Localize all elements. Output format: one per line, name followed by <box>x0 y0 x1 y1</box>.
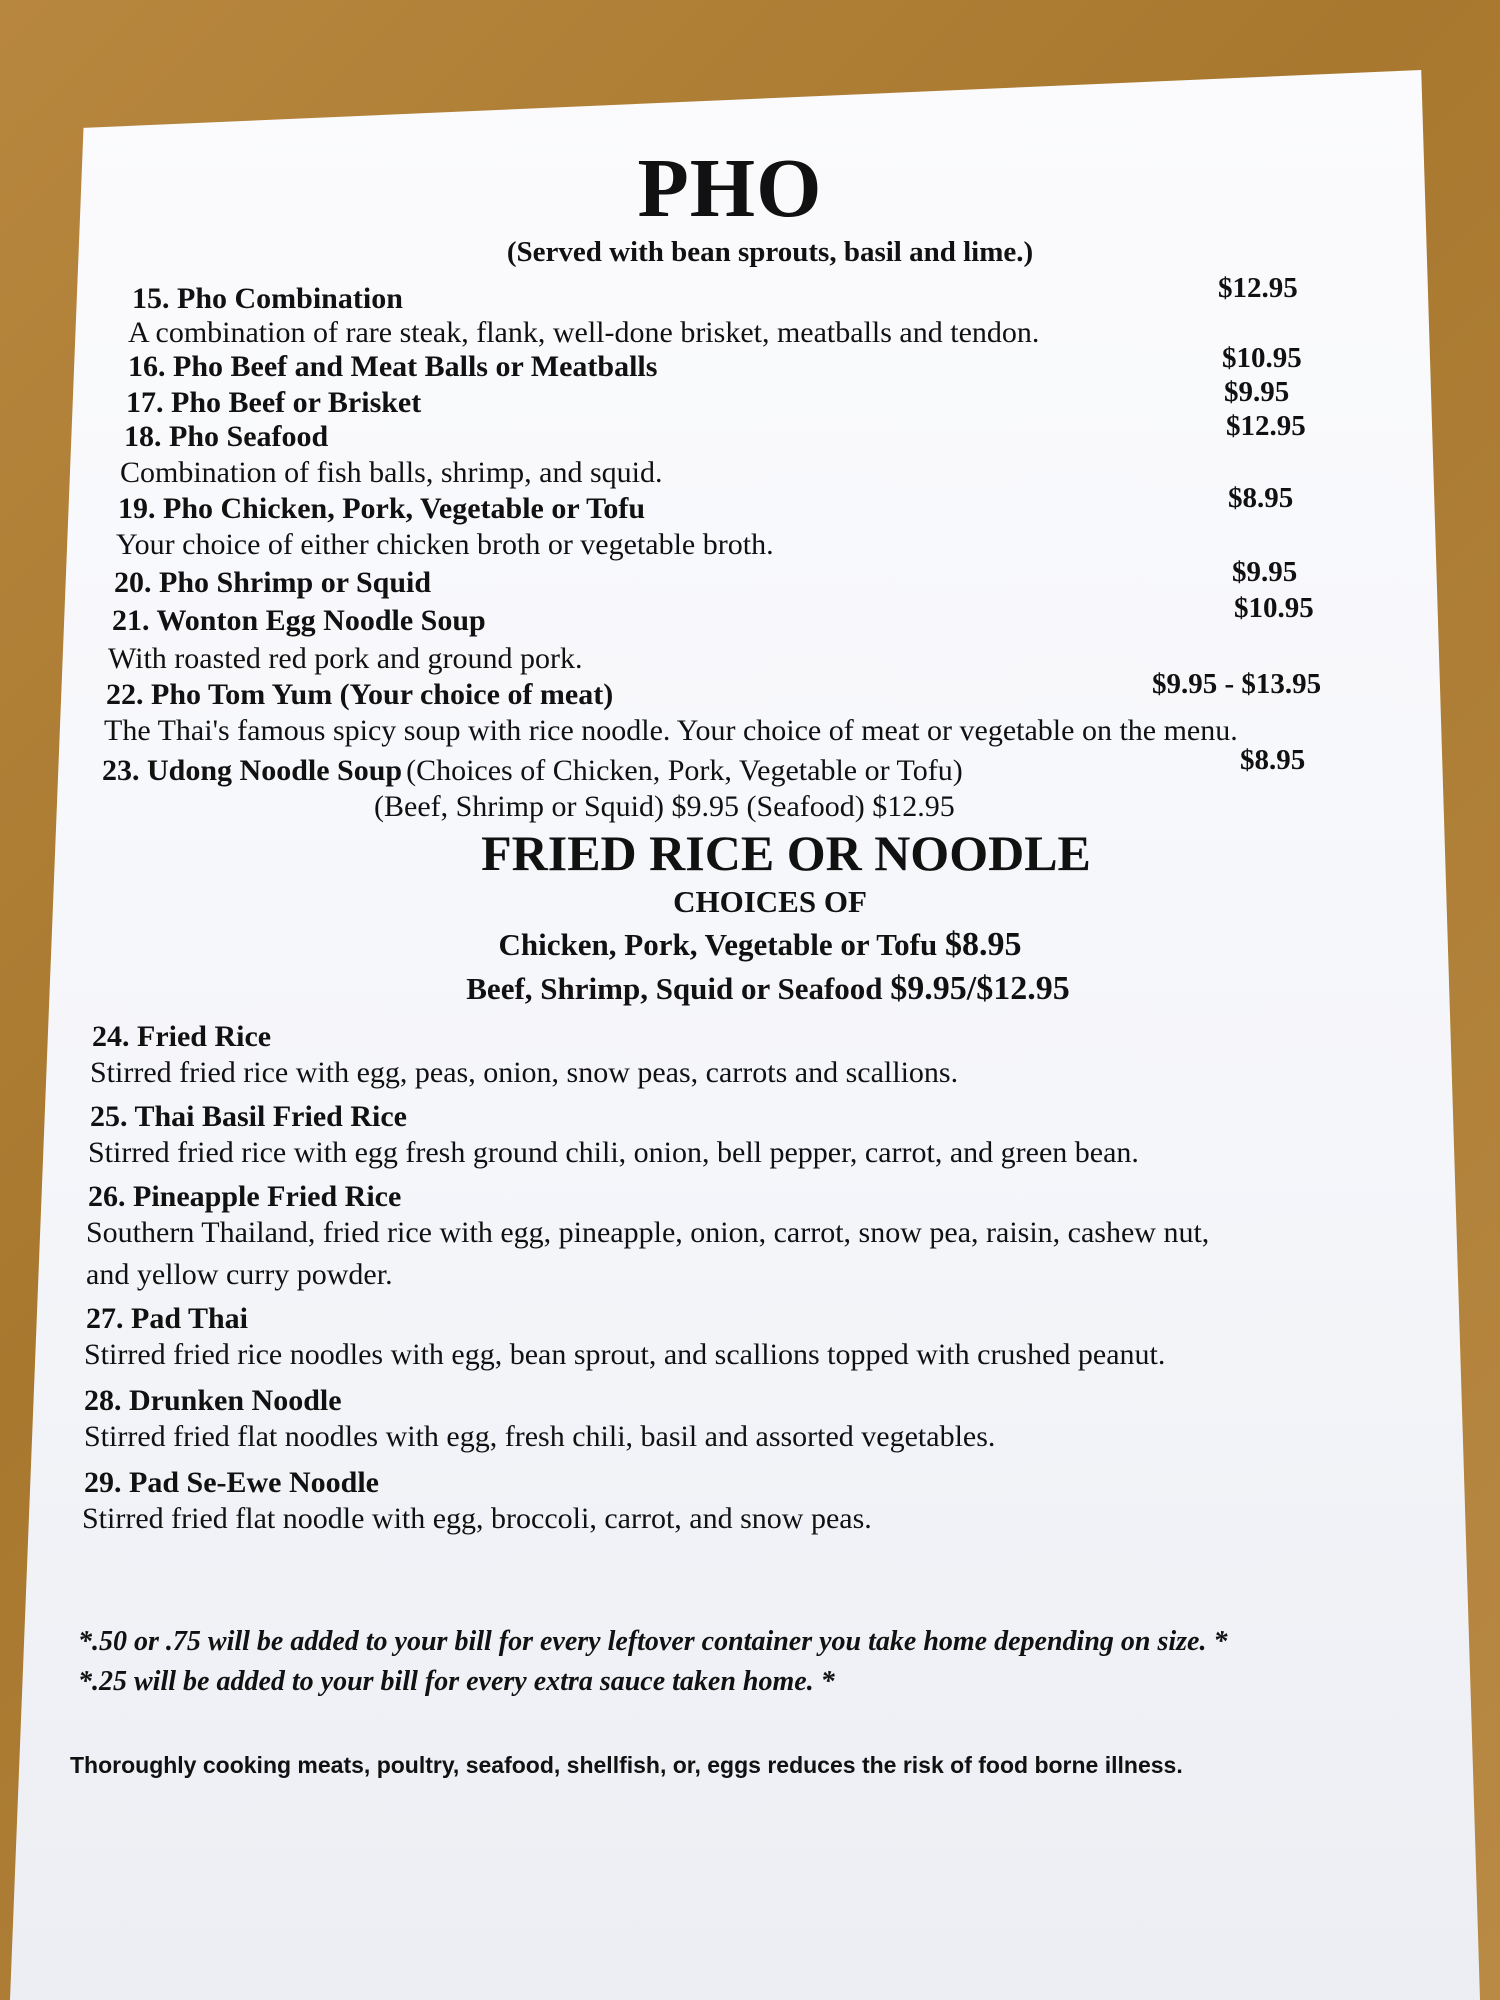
menu-item-desc: Stirred fried rice with egg, peas, onion, snow peas, carrots and scallions. <box>90 1056 959 1089</box>
menu-item-name: 27. Pad Thai <box>86 1302 248 1335</box>
menu-item-name: 16. Pho Beef and Meat Balls or Meatballs <box>128 350 658 383</box>
menu-item-name: 20. Pho Shrimp or Squid <box>114 566 432 599</box>
choice-line-1 <box>499 926 1022 964</box>
menu-item-price: $8.95 <box>1240 744 1306 776</box>
menu-item-desc: Stirred fried rice noodles with egg, bean sprout, and scallions topped with crushed peanut. <box>84 1338 1166 1371</box>
menu-item-desc: (Beef, Shrimp or Squid) $9.95 (Seafood) $12.95 <box>374 790 955 823</box>
menu-item-price: $8.95 <box>1228 482 1294 514</box>
choice-line-2 <box>466 970 1069 1008</box>
menu-item-price: $12.95 <box>1226 410 1306 442</box>
menu-item-price: $9.95 - $13.95 <box>1152 668 1322 700</box>
sauce-note: *.25 will be added to your bill for every extra sauce taken home. * <box>78 1666 835 1697</box>
menu-item-price: $10.95 <box>1234 592 1314 624</box>
menu-item-name: 23. Udong Noodle Soup <box>102 754 403 787</box>
menu-item-desc: The Thai's famous spicy soup with rice noodle. Your choice of meat or vegetable on the menu. <box>104 714 1238 747</box>
choice-2: Beef, Shrimp, Squid or Seafood <box>466 971 883 1006</box>
menu-item-price: $9.95 <box>1224 376 1290 408</box>
menu-item-name: 28. Drunken Noodle <box>84 1384 342 1417</box>
menu-item-desc: Combination of fish balls, shrimp, and squid. <box>120 456 663 489</box>
menu-item-desc: Southern Thailand, fried rice with egg, pineapple, onion, carrot, snow pea, raisin, cashew nut, <box>86 1216 1210 1249</box>
menu-item-name: 15. Pho Combination <box>132 282 403 315</box>
menu-item-desc: Your choice of either chicken broth or vegetable broth. <box>116 528 774 561</box>
menu-item-name: 21. Wonton Egg Noodle Soup <box>112 604 486 637</box>
menu-item-23 <box>102 754 963 788</box>
fried-title: FRIED RICE OR NOODLE <box>481 825 1091 881</box>
menu-item-desc: With roasted red pork and ground pork. <box>108 642 583 675</box>
choice-1-price: $8.95 <box>944 926 1022 963</box>
pho-title: PHO <box>637 142 823 235</box>
menu-item-desc-2: and yellow curry powder. <box>86 1258 393 1291</box>
menu-item-name: 19. Pho Chicken, Pork, Vegetable or Tofu <box>118 492 646 525</box>
menu-item-desc: Stirred fried flat noodle with egg, broccoli, carrot, and snow peas. <box>82 1502 872 1535</box>
menu-item-price: $10.95 <box>1222 342 1302 374</box>
menu-item-name: 18. Pho Seafood <box>124 420 329 453</box>
choice-2-price: $9.95/$12.95 <box>890 970 1070 1007</box>
menu-item-desc: Stirred fried rice with egg fresh ground chili, onion, bell pepper, carrot, and green bean. <box>88 1136 1139 1169</box>
choice-1: Chicken, Pork, Vegetable or Tofu <box>498 927 938 962</box>
menu-item-name: 25. Thai Basil Fried Rice <box>90 1100 407 1133</box>
pho-subtitle: (Served with bean sprouts, basil and lime.) <box>506 236 1034 268</box>
food-safety-note: Thoroughly cooking meats, poultry, seafood, shellfish, or, eggs reduces the risk of food borne illness. <box>70 1752 1183 1778</box>
menu-item-price: $9.95 <box>1232 556 1298 588</box>
choices-title: CHOICES OF <box>673 884 867 919</box>
menu-item-name: 17. Pho Beef or Brisket <box>126 386 422 419</box>
menu-item-desc: Stirred fried flat noodles with egg, fresh chili, basil and assorted vegetables. <box>84 1420 996 1453</box>
menu-item-desc: A combination of rare steak, flank, well-done brisket, meatballs and tendon. <box>128 316 1040 349</box>
menu-item-name: 26. Pineapple Fried Rice <box>88 1180 402 1213</box>
menu-item-name-extra: (Choices of Chicken, Pork, Vegetable or Tofu) <box>406 754 963 787</box>
menu-item-name: 29. Pad Se-Ewe Noodle <box>84 1466 379 1499</box>
container-note: *.50 or .75 will be added to your bill for every leftover container you take home depending on size. * <box>78 1626 1228 1657</box>
menu-item-name: 22. Pho Tom Yum (Your choice of meat) <box>106 678 614 711</box>
menu-item-name: 24. Fried Rice <box>92 1020 272 1053</box>
menu-item-price: $12.95 <box>1218 272 1298 304</box>
